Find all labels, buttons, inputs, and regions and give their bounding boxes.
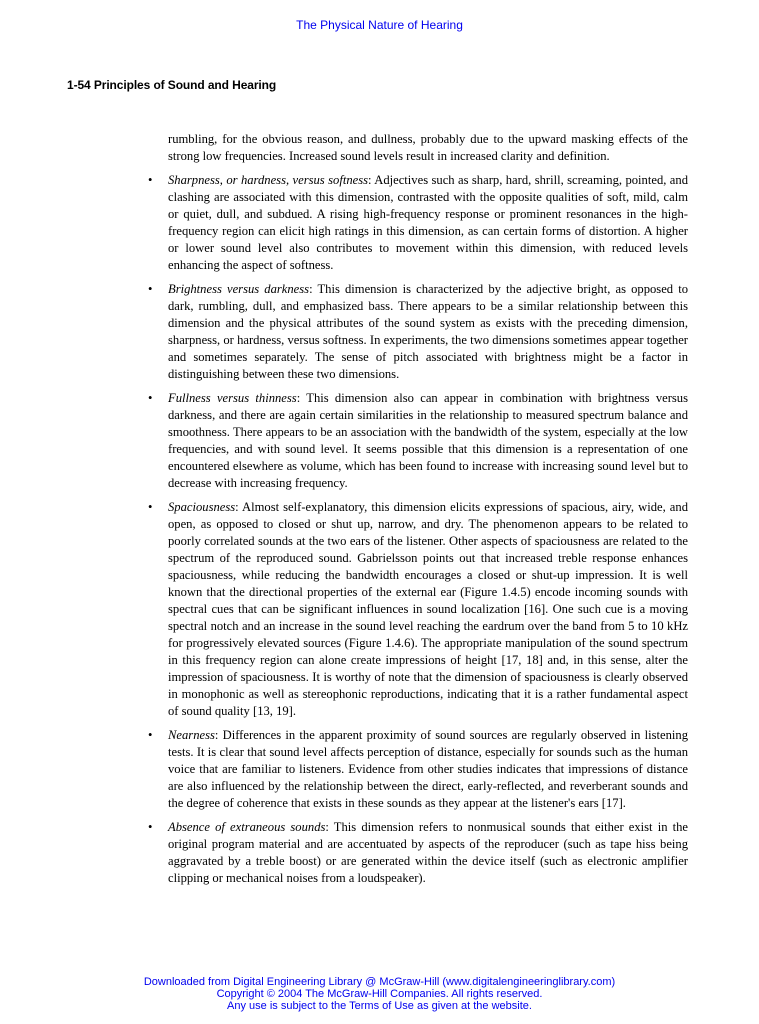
bullet-icon: • — [148, 500, 153, 514]
item-text: : Differences in the apparent proximity of sound sources are regularly observed in listening tests. It is clear that sound level affects perception of distance, especially for sounds such as the human voice that are familiar to listeners. Evidence from other studies indicates that impressions of distance are also influenced by the relationship between the direct, early-reflected, and reverberant sounds and the degree of coherence that exists in these sounds as they appear at the listener's ears [17]. — [168, 728, 688, 810]
bullet-icon: • — [148, 820, 153, 834]
item-text: : This dimension refers to nonmusical sounds that either exist in the original program material and are accentuated by aspects of the reproducer (such as tape hiss being aggravated by a treble boost) or are generated within the device itself (such as electronic amplifier clipping or mechanical noises from a loudspeaker). — [168, 820, 689, 885]
item-term: Absence of extraneous sounds — [168, 820, 326, 834]
list-item — [148, 499, 688, 720]
footer-terms-link[interactable]: Any use is subject to the Terms of Use as given at the website. — [227, 1000, 532, 1012]
item-term: Brightness versus darkness — [168, 282, 310, 296]
item-text: : This dimension also can appear in combination with brightness versus darkness, and there are again certain similarities in the relationship to measured spectrum balance and smoothness. There appears to be an association with the bandwidth of the system, especially at the low frequencies, and with sound level. It seems possible that this dimension is a representation of one encountered elsewhere as volume, which has been found to increase with increasing sound level but to decrease with increasing frequency. — [168, 391, 689, 490]
item-text: : Adjectives such as sharp, hard, shrill, screaming, pointed, and clashing are associated with this dimension, contrasted with the opposite qualities of soft, mild, calm or quiet, dull, and subdued. A rising high-frequency response or prominent resonances in the high-frequency region can elicit high ratings in this dimension, as can certain forms of distortion. A higher or lower sound level also contributes to movement within this dimension, with reduced levels enhancing the aspect of softness. — [168, 173, 688, 272]
footer — [0, 976, 759, 1012]
list-item — [148, 172, 688, 274]
dimension-list — [148, 172, 689, 887]
item-term: Spaciousness — [168, 500, 236, 514]
bullet-icon: • — [148, 173, 153, 187]
item-text: : Almost self-explanatory, this dimension elicits expressions of spacious, airy, wide, and open, as opposed to closed or shut up, narrow, and dry. The phenomenon appears to be related to poorly correlated sounds at the two ears of the listener. Other aspects of spaciousness are related to the spectrum of the reproduced sound. Gabrielsson points out that increased treble response enhances spaciousness, while reducing the bandwidth encourages a closed or shut-up impression. It is well known that the directional properties of the external ear (Figure 1.4.5) encode incoming sounds with spectral cues that can be significant influences in sound localization [16]. One such cue is a moving spectral notch and an increase in the sound level reaching the eardrum over the band from 5 to 10 kHz for progressively elevated sources (Figure 1.4.6). The appropriate manipulation of the sound spectrum in this frequency region can alone create impressions of height [17, 18] and, in this sense, alter the impression of spaciousness. It is worthy of note that the dimension of spaciousness is clearly observed in monophonic as well as stereophonic reproductions, indicating that it is a rather fundamental aspect of sound quality [13, 19]. — [168, 500, 688, 718]
item-text: : This dimension is characterized by the adjective bright, as opposed to dark, rumbling, dull, and emphasized bass. There appears to be a similar relationship between this dimension and the physical attributes of the sound system as exists with the preceding dimension, sharpness, or hardness, versus softness. In experiments, the two dimensions sometimes appear together and sometimes separately. The sense of pitch associated with brightness might be a factor in distinguishing between these two dimensions. — [168, 282, 688, 381]
footer-download-link[interactable]: Downloaded from Digital Engineering Library @ McGraw-Hill (www.digitalengineeringlibrary.com) — [143, 976, 616, 988]
list-item — [148, 819, 689, 887]
list-item — [148, 390, 689, 492]
list-item — [148, 281, 688, 383]
page-header: 1-54 Principles of Sound and Hearing — [67, 78, 277, 92]
item-term: Sharpness, or hardness, versus softness — [168, 173, 369, 187]
list-item — [148, 727, 688, 812]
item-term: Fullness versus thinness — [168, 391, 297, 405]
item-term: Nearness — [168, 728, 215, 742]
bullet-icon: • — [148, 282, 153, 296]
bullet-icon: • — [148, 391, 153, 405]
bullet-icon: • — [148, 728, 153, 742]
footer-copyright-link[interactable]: Copyright © 2004 The McGraw-Hill Companies. All rights reserved. — [216, 988, 543, 1000]
body-text — [148, 131, 689, 887]
chapter-link[interactable]: The Physical Nature of Hearing — [296, 18, 463, 32]
intro-paragraph: rumbling, for the obvious reason, and dullness, probably due to the upward masking effects of the strong low frequencies. Increased sound levels result in increased clarity and definition. — [168, 132, 688, 163]
